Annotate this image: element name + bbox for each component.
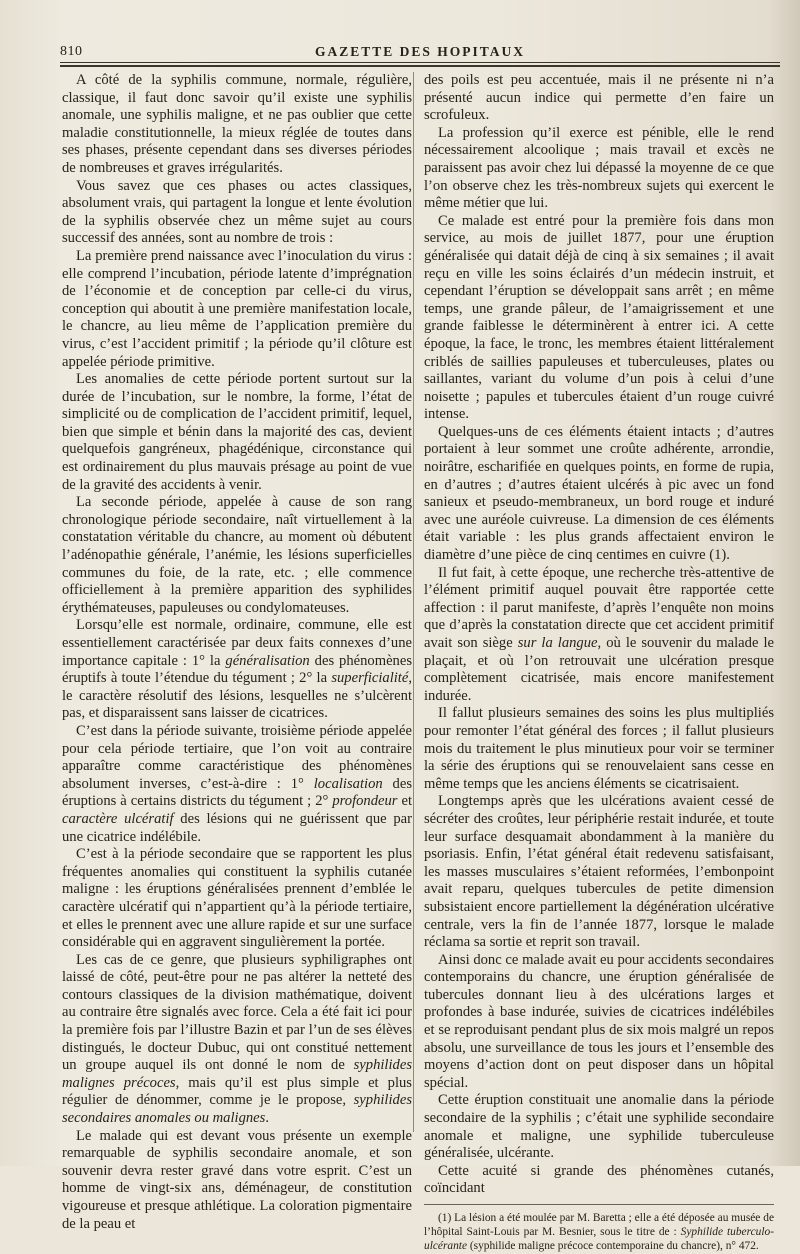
- paragraph: [424, 125, 774, 213]
- text-run: , mais qu’il est plus simple et plus régulier de dénommer, comme je le propose,: [62, 1074, 412, 1109]
- paragraph: [62, 494, 412, 617]
- text-run: Le malade qui est devant vous présente un exemple remarquable de syphilis secondaire anomale, et son souvenir devra rester gravé dans votre esprit. C’est un homme de vingt-six ans, déménageur, de constitution vigoureuse et presque athlétique. La coloration pigmentaire de la peau et: [62, 1127, 412, 1232]
- paragraph: [424, 1163, 774, 1198]
- italic-phrase: localisation: [313, 775, 383, 792]
- text-run: Il fut fait, à cette époque, une recherche très-attentive de l’élément primitif auquel pouvait être rapportée cette affection : il parut manifeste, d’après l’enquête non moins que d’après la constatation directe que cet accident primitif avait son siège: [424, 564, 774, 651]
- text-run: A côté de la syphilis commune, normale, régulière, classique, il faut donc savoir qu’il existe une syphilis anomale, une syphilis maligne, et ne pas oublier que cette maladie constitutionnelle, la mieux réglée de toutes dans ses phases, présente cependant dans ses diverses périodes de nombreuses et graves irrégularités.: [62, 72, 412, 176]
- text-run: (1) La lésion a été moulée par M. Baretta ; elle a été déposée au musée de l’hôpital Saint-Louis par M. Besnier, sous le titre de :: [424, 1212, 774, 1239]
- text-run: Longtemps après que les ulcérations avaient cessé de sécréter des croûtes, leur périphérie restait indurée, et toute leur surface desquamait abondamment à la manière du psoriasis. Enfin, l’état général était redevenu satisfaisant, les masses musculaires s’étaient reformées, l’embonpoint avait reparu, quelques tubercules de petite dimension subsistaient encore partiellement la dégénération ulcérative centrale, vers la fin de l’année 1877, lorsque le malade réclama sa sortie et reprit son travail.: [424, 793, 774, 951]
- footnote-rule: [424, 1204, 774, 1205]
- right-column-body: [424, 72, 774, 1198]
- text-run: Il fallut plusieurs semaines des soins les plus multipliés pour remonter l’état général des forces ; il fallut plusieurs mois du traitement le plus minutieux pour voir se terminer la série des éruptions qui se renouvelaient sans cesse en même temps que les anciens éléments se cicatrisaient.: [424, 705, 774, 792]
- paragraph: [424, 565, 774, 706]
- column-divider: [413, 72, 414, 1132]
- journal-title: GAZETTE DES HOPITAUX: [314, 44, 526, 59]
- italic-phrase: sur la langue: [517, 635, 598, 651]
- text-run: des lésions qui ne guérissent que par une cicatrice indélébile.: [62, 810, 412, 845]
- italic-phrase: syphilides secondaires anomales ou malignes: [62, 1092, 412, 1127]
- paragraph: [62, 1128, 412, 1234]
- paragraph: [62, 617, 412, 723]
- page-number: 810: [60, 44, 83, 59]
- paragraph: [62, 371, 412, 494]
- italic-phrase: profondeur: [332, 793, 398, 810]
- right-column: [424, 72, 774, 1254]
- footnote: [424, 1211, 774, 1254]
- text-run: (syphilide maligne précoce contemporaine du chancre), n° 472.: [467, 1240, 759, 1253]
- italic-phrase: syphilides malignes précoces: [62, 1057, 412, 1091]
- text-run: La profession qu’il exerce est pénible, elle le rend nécessairement alcoolique ; mais travail et excès ne paraissent pas avoir chez lui dépassé la moyenne de ce que l’on observe chez les très-nombreux sujets qui exercent le même métier que lui.: [424, 124, 774, 212]
- paragraph: [424, 213, 774, 424]
- italic-phrase: superficialité: [331, 670, 409, 687]
- paragraph: [424, 424, 774, 565]
- paragraph: [424, 705, 774, 793]
- text-run: La seconde période, appelée à cause de son rang chronologique période secondaire, naît virtuellement à la constatation véritable du chancre, au moment où débutent l’adénopathie générale, l’anémie, les lésions superficielles communes du foie, de la rate, etc. ; elle commence officiellement à la première apparition des syphilides érythémateuses, papuleuses ou condylomateuses.: [62, 494, 412, 616]
- text-run: , où le souvenir du malade le plaçait, et où l’on retrouvait une ulcération presque complètement cicatrisée, mais encore manifestement indurée.: [424, 635, 774, 704]
- text-run: Quelques-uns de ces éléments étaient intacts ; d’autres portaient à leur sommet une croûte adhérente, arrondie, noirâtre, escharifiée en quelques points, en forme de rupia, en d’autres ; d’autres étaient ulcérés à pic avec un fond sanieux et pseudo-membraneux, un bord rouge et induré avec une auréole cuivreuse. La dimension de ces éléments était variable : les plus grands affectaient environ le diamètre d’une pièce de cinq centimes en cuivre (1).: [424, 423, 774, 564]
- paragraph: [424, 72, 774, 125]
- text-run: Ainsi donc ce malade avait eu pour accidents secondaires contemporains du chancre, une éruption généralisée de tubercules donnant lieu à des ulcérations larges et profondes à base indurée, suivies de cicatrices indélébiles et se reproduisant pendant plus de six mois malgré un repos absolu, une surveillance de tous les jours et l’ensemble des moyens d’action dont on peut disposer dans un hôpital spécial.: [424, 951, 774, 1091]
- italic-phrase: Syphilide tuberculo-ulcérante: [424, 1226, 774, 1253]
- paragraph: [62, 72, 412, 178]
- text-run: Les anomalies de cette période portent surtout sur la durée de l’incubation, sur le nombre, la forme, l’état de simplicité ou de complication de l’accident primitif, lequel, bien que simple et bénin dans la majorité des cas, devient quelquefois gangréneux, phagédénique, circonstance qui est ordinairement du plus mauvais présage au point de vue de la gravité des accidents à venir.: [62, 371, 412, 493]
- text-run: Lorsqu’elle est normale, ordinaire, commune, elle est essentiellement caractérisée par deux faits connexes d’une importance capitale : 1° la: [62, 617, 412, 669]
- text-run: C’est dans la période suivante, troisième période appelée pour cela période tertiaire, que l’on voit au contraire apparaître comme caractéristique des phénomènes absolument inverses, c’est-à-dire : 1°: [62, 722, 412, 792]
- paragraph: [62, 723, 412, 846]
- text-run: Vous savez que ces phases ou actes classiques, absolument vrais, qui partagent la longue et lente évolution de la syphilis observée chez un même sujet au cours successif des années, sont au nombre de trois :: [62, 177, 412, 247]
- text-run: Ce malade est entré pour la première fois dans mon service, au mois de juillet 1877, pour une éruption généralisée qui datait déjà de cinq à six semaines ; il avait reçu en ville les soins éclairés d’un médecin instruit, et cependant l’éruption se développait sans arrêt ; en même temps, une grande pâleur, de l’amaigrissement et une grande faiblesse le déterminèrent à entrer ici. A cette époque, la face, le tronc, les membres étaient littéralement criblés de saillies papuleuses et tuberculeuses, plates ou saillantes, variant du volume d’un pois à celui d’une noisette ; papules et tubercules étaient d’un rouge cuivré intense.: [424, 212, 774, 423]
- text-run: C’est à la période secondaire que se rapportent les plus fréquentes anomalies qui constituent la syphilis cutanée maligne : les éruptions généralisées prennent d’emblée le caractère ulcératif qui n’appartient qu’à la période tertiaire, et elles le prennent avec une allure rapide et sur une surface considérable qui en aggravent singulièrement la portée.: [62, 846, 412, 951]
- text-run: Les cas de ce genre, que plusieurs syphiligraphes ont laissé de côté, peut-être pour ne pas altérer la netteté des contours classiques de la division mathématique, doivent au contraire être signalés avec force. Cela a été fait ici pour la première fois par l’illustre Bazin et par l’un de ses élèves distingués, le docteur Dubuc, qui ont constitué nettement un groupe auquel ils ont donné le nom de: [62, 951, 412, 1074]
- paragraph: [62, 846, 412, 952]
- paragraph: [62, 952, 412, 1128]
- text-run: La première prend naissance avec l’inoculation du virus : elle comprend l’incubation, période latente d’imprégnation de l’économie et de conception par celle-ci du virus, conception qui aboutit à une première manifestation locale, le chancre, au lieu même de l’application première du virus, c’est l’accident primitif ; la période qu’il clôture est appelée période primitive.: [62, 247, 412, 370]
- text-run: des poils est peu accentuée, mais il ne présente ni n’a présenté aucun indice qui permette d’en faire un scrofuleux.: [424, 72, 774, 124]
- italic-phrase: généralisation: [225, 652, 310, 669]
- paragraph: [62, 248, 412, 371]
- header-double-rule: [60, 65, 780, 67]
- paragraph: [62, 178, 412, 248]
- paragraph: [424, 793, 774, 951]
- text-run: et: [397, 793, 412, 810]
- text-run: des phénomènes éruptifs à toute l’étendue du tégument ; 2° la: [62, 652, 412, 687]
- paragraph: [424, 952, 774, 1093]
- text-run: .: [265, 1110, 269, 1127]
- text-run: Cette acuité si grande des phénomènes cutanés, coïncidant: [424, 1162, 774, 1197]
- text-run: , le caractère résolutif des lésions, lesquelles ne s’ulcèrent pas, et disparaissent sans laisser de cicatrices.: [62, 670, 412, 722]
- running-header: [60, 40, 780, 62]
- text-run: Cette éruption constituait une anomalie dans la période secondaire de la syphilis ; c’était une syphilide secondaire anomale et maligne, une syphilide tuberculeuse généralisée, ulcérante.: [424, 1092, 774, 1162]
- header-rule: [60, 62, 780, 63]
- text-run: des éruptions à certains districts du tégument ; 2°: [62, 775, 412, 810]
- left-column: [62, 72, 412, 1233]
- paragraph: [424, 1092, 774, 1162]
- italic-phrase: caractère ulcératif: [62, 810, 174, 827]
